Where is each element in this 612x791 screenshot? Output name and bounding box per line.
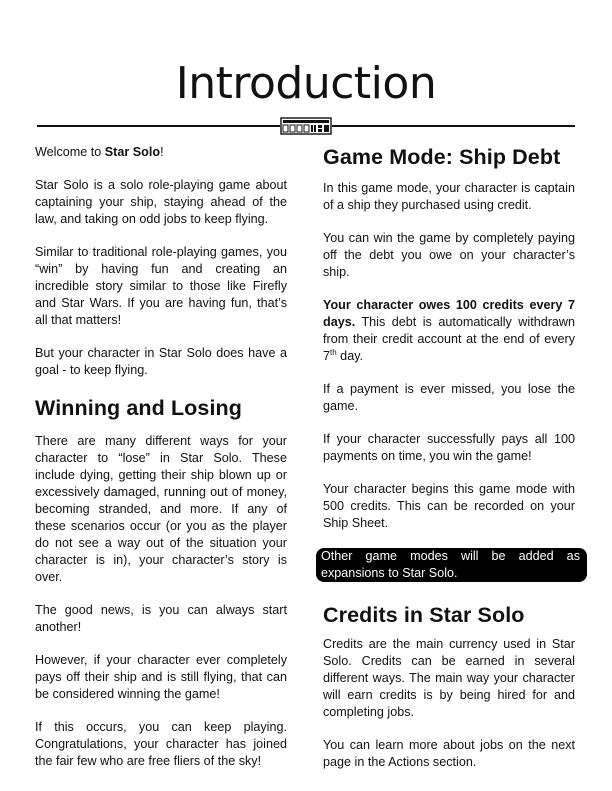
learn-paragraph: You can learn more about jobs on the next page in the Actions section. (323, 738, 575, 769)
credits-paragraph: Credits are the main currency used in Star Solo. Credits can be earned in several different ways. The main way your character will earn credits is by being hired for and completing jobs. (323, 637, 575, 719)
game-name: Star Solo (104, 145, 161, 159)
welcome-paragraph: Welcome to Star Solo! (35, 145, 164, 159)
debt-rule: Your character owes 100 credits every 7 days. (323, 298, 575, 329)
right-column (321, 144, 580, 787)
continue-paragraph: If this occurs, you can keep playing. Congratulations, your character has joined the fair few who are free fliers of the sky! (35, 720, 287, 768)
win-paragraph: However, if your character ever completely pays off their ship and is still flying, that can be considered winning the game! (35, 653, 287, 701)
good-news-paragraph: The good news, is you can always start another! (35, 603, 287, 634)
title-divider-right (332, 125, 575, 127)
left-column (35, 144, 287, 786)
title-divider-left (37, 125, 280, 127)
success-paragraph: If your character successfully pays all 100 payments on time, you win the game! (323, 432, 575, 463)
about-paragraph: Star Solo is a solo role-playing game about captaining your ship, staying ahead of the law, and taking on odd jobs to keep flying. (35, 178, 287, 226)
expansion-callout: Other game modes will be added as expansions to Star Solo. (316, 548, 587, 582)
winning-losing-heading: Winning and Losing (35, 396, 243, 420)
lose-paragraph: There are many different ways for your character to “lose” in Star Solo. These include dying, getting their ship blown up or excessively damaged, running out of money, becoming stranded, and more. If any of these scenarios occur (or you as the player do not see a way out of the situation your character is in), your character’s story is over. (35, 434, 287, 584)
captain-paragraph: In this game mode, your character is captain of a ship they purchased using credit. (323, 181, 575, 212)
game-mode-heading: Game Mode: Ship Debt (323, 145, 561, 169)
missed-paragraph: If a payment is ever missed, you lose the game. (323, 382, 575, 413)
page-title: Introduction (175, 58, 437, 109)
computer-panel-icon (280, 116, 332, 136)
win-debt-paragraph: You can win the game by completely paying off the debt you owe on your character’s ship. (323, 231, 575, 279)
similar-paragraph: Similar to traditional role-playing games, you “win” by having fun and creating an incredible story similar to those like Firefly and Star Wars. If you are having fun, that’s all that matters! (35, 245, 287, 327)
credits-heading: Credits in Star Solo (323, 603, 525, 627)
goal-paragraph: But your character in Star Solo does have a goal - to keep flying. (35, 346, 287, 377)
begins-paragraph: Your character begins this game mode with 500 credits. This can be recorded on your Ship Sheet. (323, 482, 575, 530)
debt-paragraph: Your character owes 100 credits every 7 days. This debt is automatically withdrawn from their credit account at the end of every 7th day. (323, 298, 575, 363)
